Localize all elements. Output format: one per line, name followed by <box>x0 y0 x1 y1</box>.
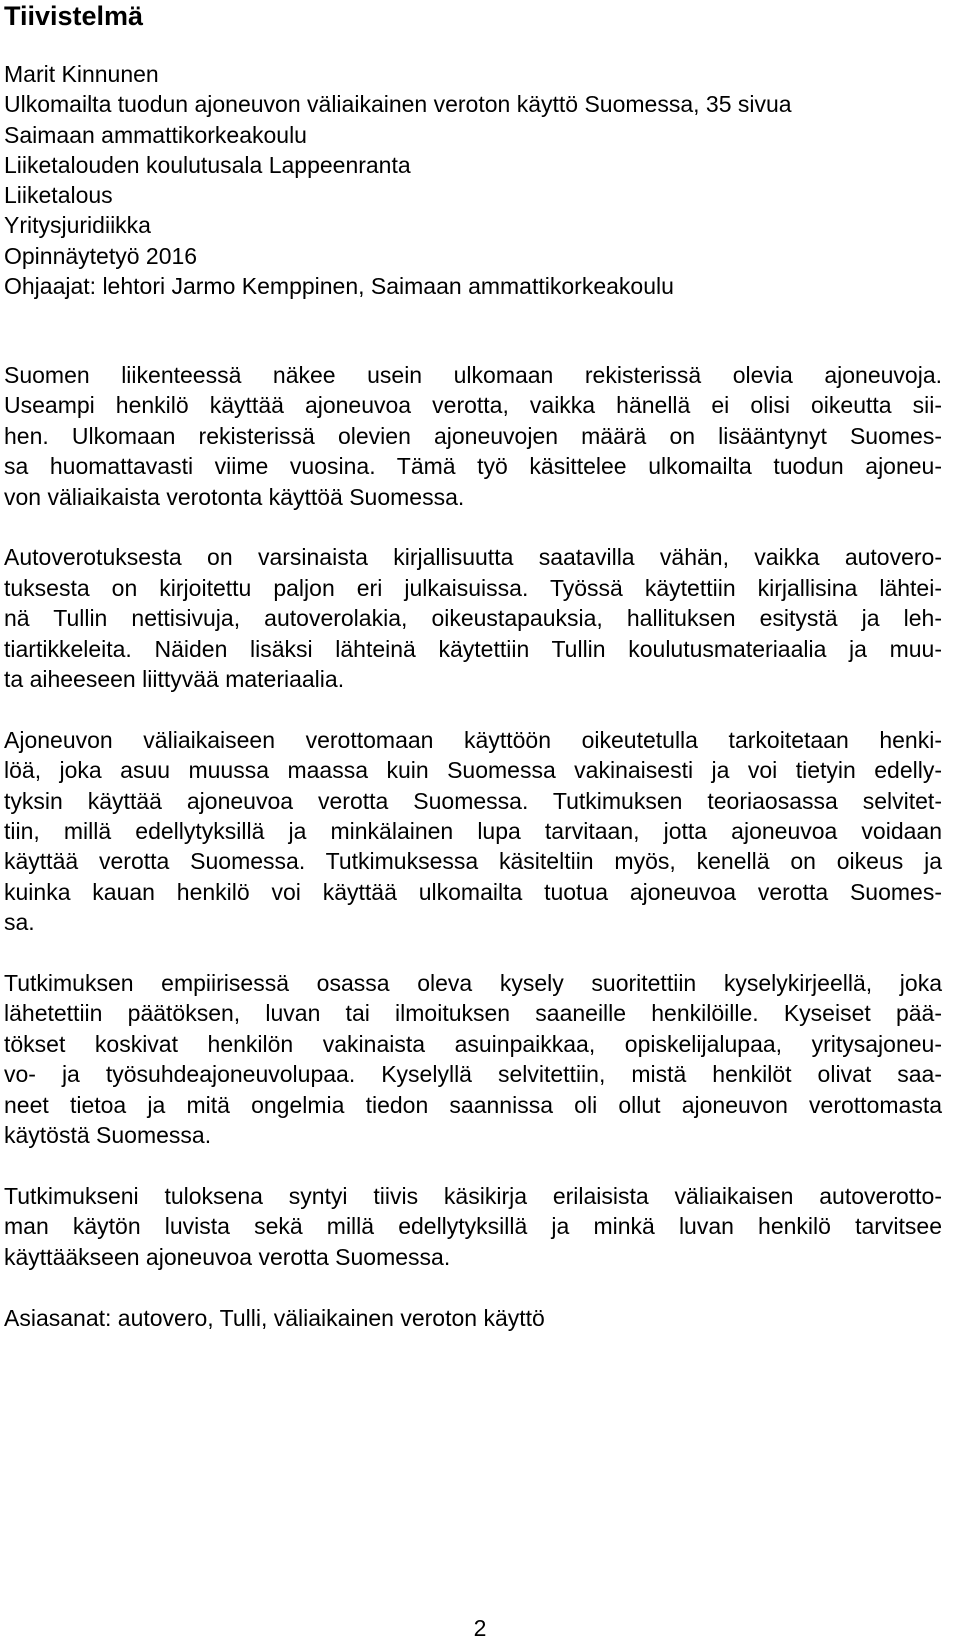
paragraph-line: Useampi henkilö käyttää ajoneuvoa verotta, vaikka hänellä ei olisi oikeutta sii- <box>4 392 942 419</box>
paragraph-line: kuinka kauan henkilö voi käyttää ulkomailta tuotua ajoneuvoa verotta Suomes- <box>4 878 942 905</box>
paragraph-line: tökset koskivat henkilön vakinaista asuinpaikkaa, opiskelijalupaa, yritysajoneu- <box>4 1030 942 1057</box>
paragraph-line: sa. <box>4 909 35 936</box>
paragraph-line: man käytön luvista sekä millä edellytyksillä ja minkä luvan henkilö tarvitsee <box>4 1213 942 1240</box>
abstract-paragraph <box>4 360 942 512</box>
thesis-title: Ulkomailta tuodun ajoneuvon väliaikainen veroton käyttö Suomessa, 35 sivua <box>4 91 792 118</box>
paragraph-line: käyttää verotta Suomessa. Tutkimuksessa käsiteltiin myös, kenellä on oikeus ja <box>4 848 942 875</box>
paragraph-line: vo- ja työsuhdeajoneuvolupaa. Kyselyllä selvitettiin, mistä henkilöt olivat saa- <box>4 1061 942 1088</box>
paragraph-line: lähetettiin päätöksen, luvan tai ilmoituksen saaneille henkilöille. Kyseiset pää- <box>4 1000 942 1027</box>
paragraph-line: löä, joka asuu muussa maassa kuin Suomessa vakinaisesti ja voi tietyin edelly- <box>4 757 942 784</box>
abstract-body <box>4 360 942 1363</box>
paragraph-line: Ajoneuvon väliaikaiseen verottomaan käyttöön oikeutetulla tarkoitetaan henki- <box>4 726 942 753</box>
page-number: 2 <box>473 1615 487 1641</box>
paragraph-line: sa huomattavasti viime vuosina. Tämä työ käsittelee ulkomailta tuodun ajoneu- <box>4 453 942 480</box>
paragraph-line: tuksesta on kirjoitettu paljon eri julkaisuissa. Työssä käytettiin kirjallisina lähtei- <box>4 574 942 601</box>
page-title: Tiivistelmä <box>4 1 144 31</box>
paragraph-line: ta aiheeseen liittyvää materiaalia. <box>4 666 345 693</box>
abstract-paragraph <box>4 542 942 694</box>
paragraph-line: käytöstä Suomessa. <box>4 1122 212 1149</box>
abstract-paragraph <box>4 1181 942 1272</box>
paragraph-line: Suomen liikenteessä näkee usein ulkomaan rekisterissä olevia ajoneuvoja. <box>4 362 942 388</box>
author-name: Marit Kinnunen <box>4 61 159 87</box>
paragraph-line: von väliaikaista verotonta käyttöä Suomessa. <box>4 483 465 510</box>
specialisation: Yritysjuridiikka <box>4 212 151 239</box>
paragraph-line: Tutkimuksen empiirisessä osassa oleva kysely suoritettiin kyselykirjeellä, joka <box>4 970 942 997</box>
paragraph-line: hen. Ulkomaan rekisterissä olevien ajoneuvojen määrä on lisääntynyt Suomes- <box>4 422 942 449</box>
paragraph-line: nä Tullin nettisivuja, autoverolakia, oikeustapauksia, hallituksen esitystä ja leh- <box>4 605 942 632</box>
paragraph-line: neet tietoa ja mitä ongelmia tiedon saannissa oli ollut ajoneuvon verottomasta <box>4 1091 942 1118</box>
paragraph-line: tiin, millä edellytyksillä ja minkälainen lupa tarvitaan, jotta ajoneuvoa voidaan <box>4 818 942 845</box>
institution-name: Saimaan ammattikorkeakoulu <box>4 121 307 148</box>
abstract-paragraph <box>4 968 942 1150</box>
paragraph-line: Tutkimukseni tuloksena syntyi tiivis käsikirja erilaisista väliaikaisen autoverotto- <box>4 1182 942 1209</box>
thesis-metadata <box>4 59 944 301</box>
abstract-paragraph <box>4 725 942 938</box>
faculty-name: Liiketalouden koulutusala Lappeenranta <box>4 151 411 178</box>
paragraph-line: Asiasanat: autovero, Tulli, väliaikainen veroton käyttö <box>4 1304 545 1331</box>
paragraph-line: tyksin käyttää ajoneuvoa verotta Suomessa. Tutkimuksen teoriaosassa selvitet- <box>4 787 942 814</box>
paragraph-line: tiartikkeleita. Näiden lisäksi lähteinä käytettiin Tullin koulutusmateriaalia ja muu- <box>4 635 942 662</box>
thesis-year: Opinnäytetyö 2016 <box>4 242 198 269</box>
instructors: Ohjaajat: lehtori Jarmo Kemppinen, Saimaan ammattikorkeakoulu <box>4 273 674 300</box>
keywords <box>4 1303 942 1333</box>
degree-programme: Liiketalous <box>4 182 113 209</box>
paragraph-line: Autoverotuksesta on varsinaista kirjallisuutta saatavilla vähän, vaikka autovero- <box>4 544 942 571</box>
paragraph-line: käyttääkseen ajoneuvoa verotta Suomessa. <box>4 1243 451 1270</box>
